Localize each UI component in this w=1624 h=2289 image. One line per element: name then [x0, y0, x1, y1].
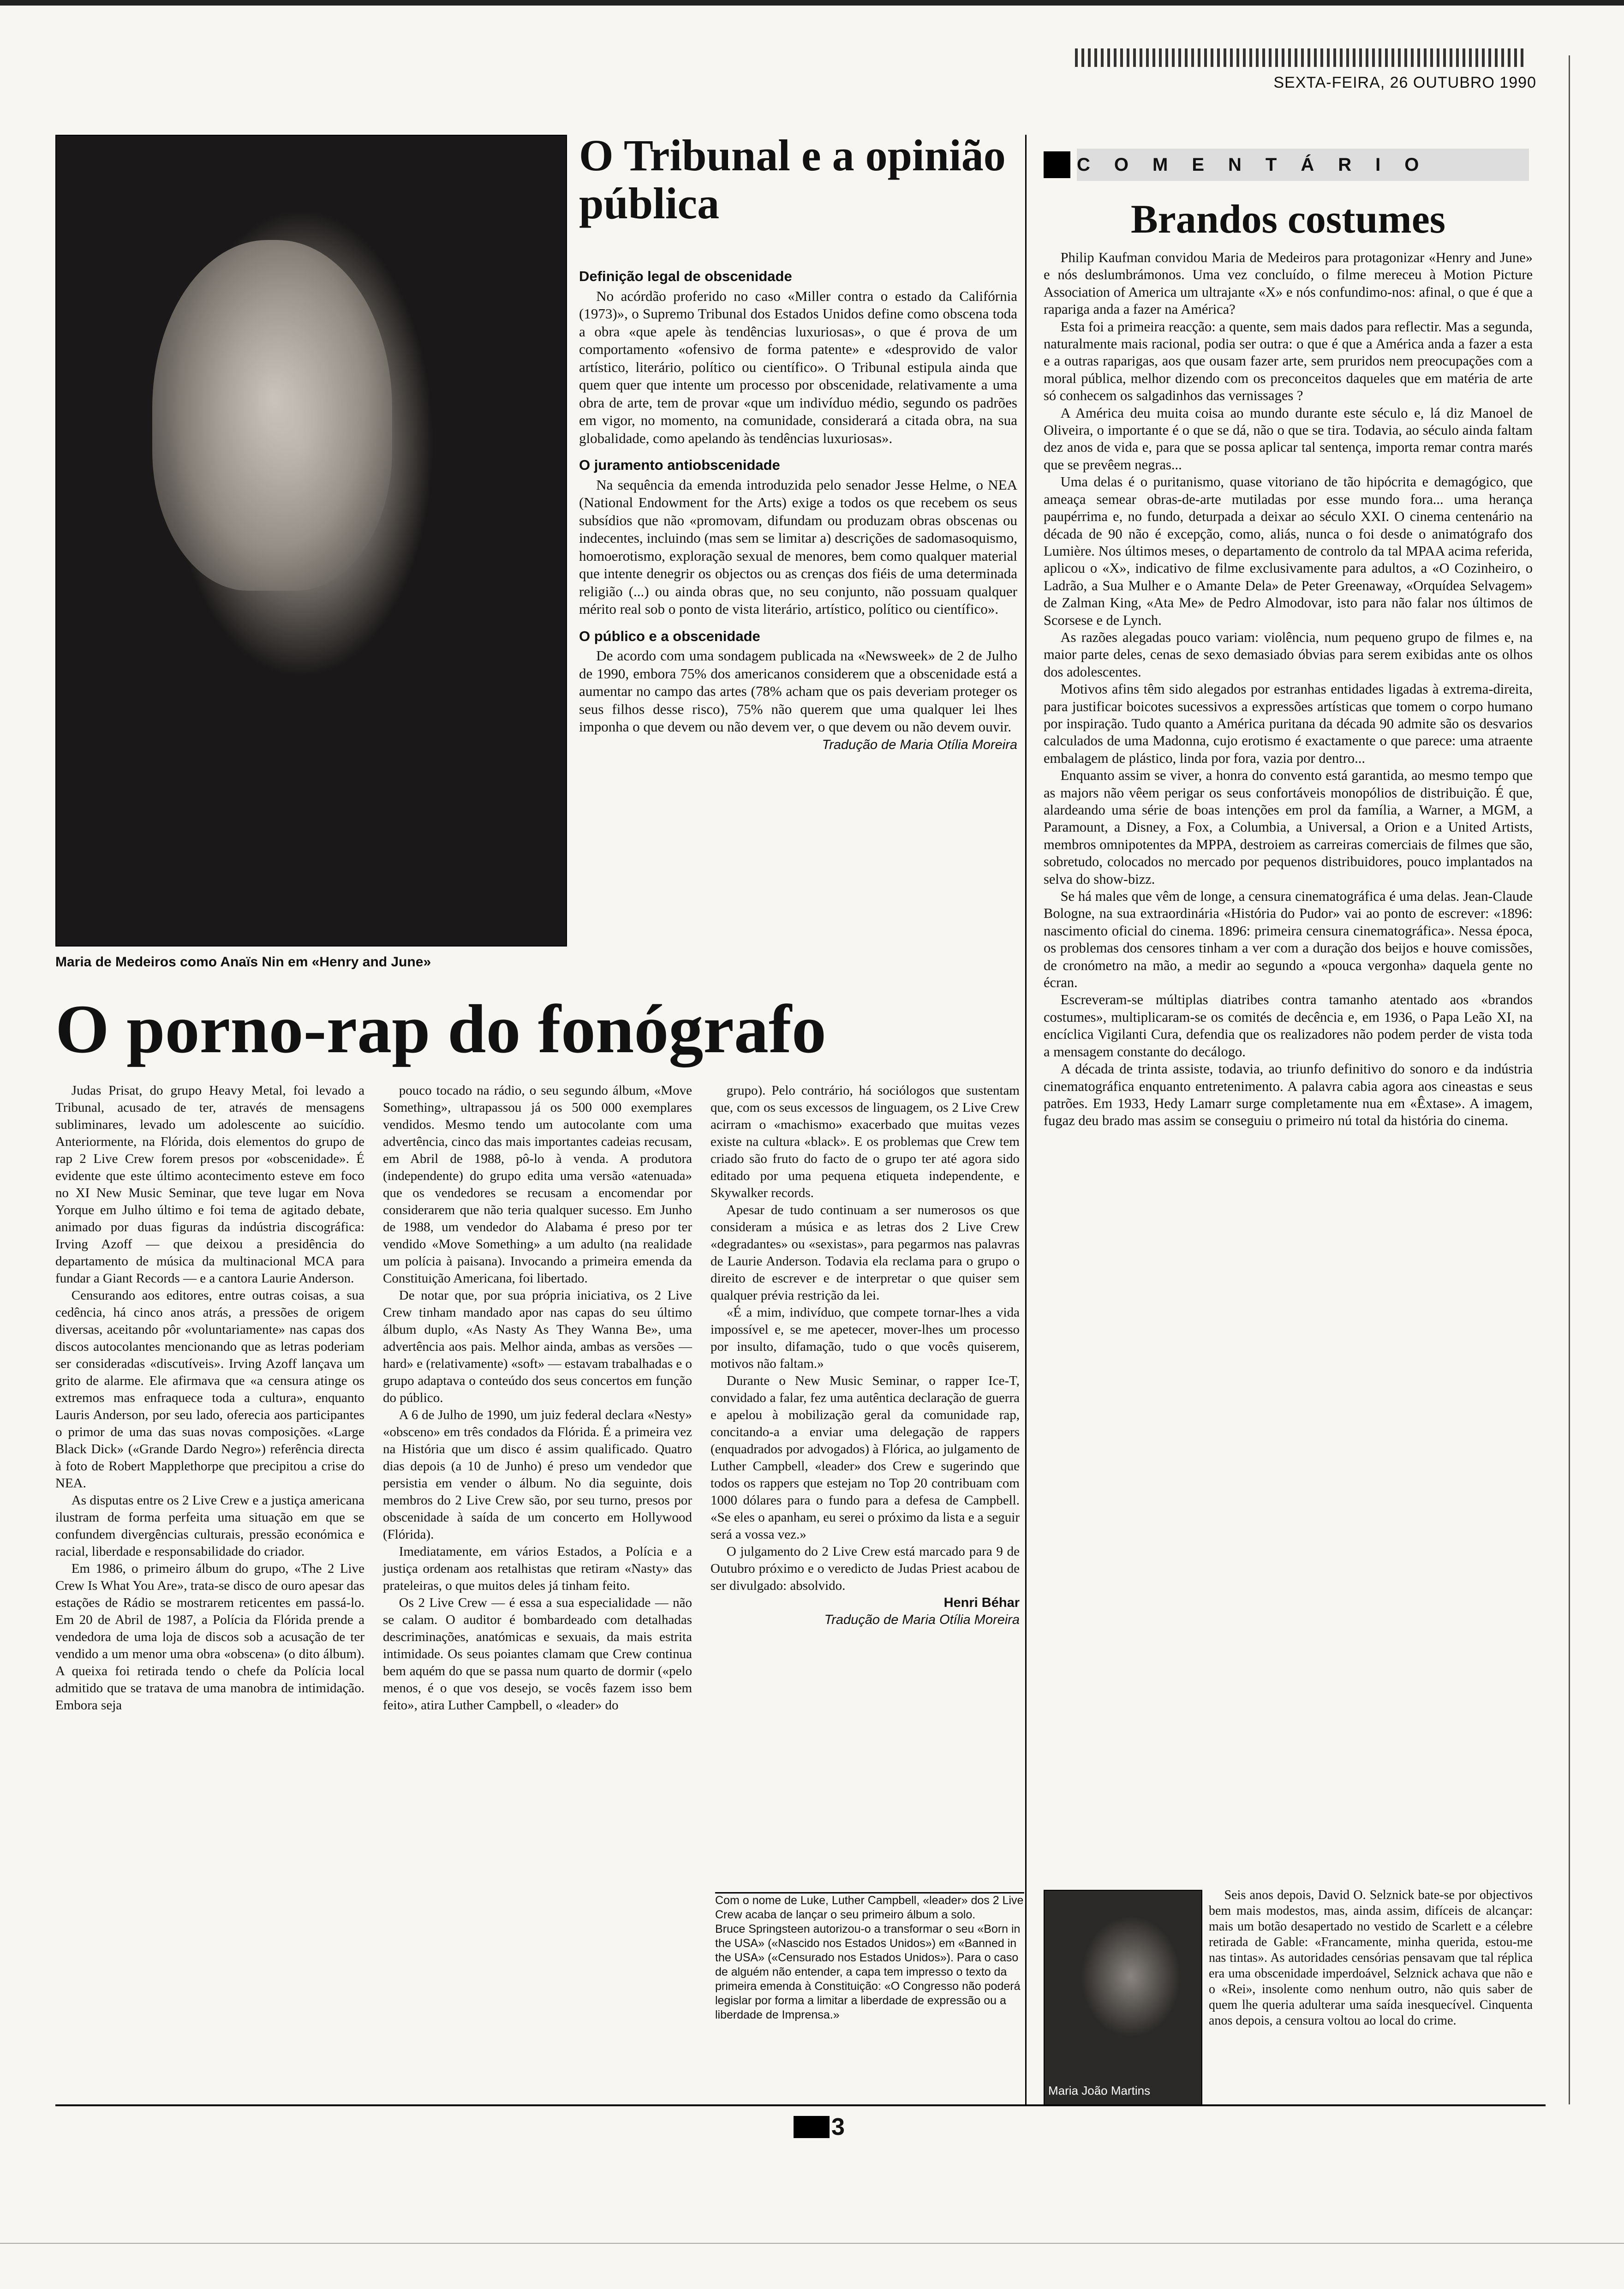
paragraph: grupo). Pelo contrário, há sociólogos que sustentam que, com os seus excessos de linguagem, os 2 Live Crew acirram o «machismo» exacerbado que muitas vezes existe na cultura «black». E os problemas que Crew tem criado são fruto do facto de o grupo ter até agora sido editado por uma pequena etiqueta independente, e Skywalker records. — [710, 1083, 1020, 1200]
section-text: De acordo com uma sondagem publicada na «Newsweek» de 2 de Julho de 1990, embora 75% dos americanos considerem que a obscenidade está a aumentar no campo das artes (78% acham que os pais deveriam proteger os seus filhos desse risco), 75% não querem que uma qualquer lei lhes imponha o que devem ou não devem ver, o que devem ou não devem ouvir. — [579, 647, 1017, 735]
paragraph: Os 2 Live Crew — é essa a sua especialidade — não se calam. O auditor é bombardeado com detalhadas descriminações, anatómicas e sexuais, da mais estrita intimidade. Os seus poiantes clamam que Crew continua bem aquém do que se passa num quarto de dormir («pelo menos, é o que vos desejo, se vocês fazem isso bem feito», atira Luther Campbell, o «leader» do — [383, 1595, 692, 1713]
paragraph: Se há males que vêm de longe, a censura cinematográfica é uma delas. Jean-Claude Bologne, na sua extraordinária «História do Pudor» vai ao ponto de escrever: «1896: nascimento oficial do cinema. 1896: primeira censura cinematográfica». Nessa época, os problemas dos censores tinham a ver com a duração dos beijos e houve comissões, de cronómetro na mão, a medir ao segundo a «pouca vergonha» daquela gente no écran. — [1044, 888, 1533, 991]
paragraph: Philip Kaufman convidou Maria de Medeiros para protagonizar «Henry and June» e nós deslumbrámonos. Uma vez concluído, o filme mereceu à Motion Picture Association of America um ultrajante «X» e nós confundimo-nos: afinal, o que é que a rapariga anda a fazer na América? — [1044, 250, 1533, 318]
paragraph: A 6 de Julho de 1990, um juiz federal declara «Nesty» «obsceno» em três condados da Flórida. É a primeira vez na História que um disco é assim qualificado. Quatro dias depois (a 10 de Junho) é preso um vendedor que persistia em vender o álbum. No dia seguinte, dois membros do 2 Live Crew são, por seu turno, presos por obscenidade à saída de um concerto em Hollywood (Flórida). — [383, 1408, 692, 1542]
translation-credit: Tradução de Maria Otília Moreira — [824, 1612, 1020, 1627]
article2-col3 — [710, 1082, 1020, 1629]
kicker-square-icon — [1044, 151, 1070, 178]
dateline: SEXTA-FEIRA, 26 OUTUBRO 1990 — [1273, 74, 1536, 91]
sidebar-body-top — [1044, 249, 1533, 1130]
paragraph: Apesar de tudo continuam a ser numerosos os que consideram a música e as letras dos 2 Live Crew «degradantes» ou «sexistas», para pegarmos nas palavras de Laurie Anderson. Todavia ela reclama para o grupo o direito de escrever e de interpretar o que quiser sem qualquer prévia restrição da lei. — [710, 1203, 1020, 1303]
box-paragraph: Com o nome de Luke, Luther Campbell, «leader» dos 2 Live Crew acaba de lançar o seu primeiro álbum a solo. — [715, 1894, 1024, 1921]
page-number: 3 — [831, 2114, 845, 2140]
article2-col2 — [383, 1082, 692, 1714]
top-edge-strip — [0, 0, 1624, 6]
comment-kicker — [1044, 148, 1533, 185]
photo-face — [152, 240, 392, 591]
paragraph: Durante o New Music Seminar, o rapper Ice-T, convidado a falar, fez uma autêntica declaração de guerra e apelou à mobilização geral da comunidade rap, concitando-a a enviar uma delegação de rappers (enquadrados por advogados) à Flórica, ao julgamento de Luther Campbell, «leader» dos Crew e sugerindo que todos os rappers que estejam no Top 20 contribuam com 1000 dólares para o fundo para a defesa de Campbell. «Se eles o apanham, eu serei o próximo da lista e a seguir será a vossa vez.» — [710, 1373, 1020, 1542]
article1-body — [579, 258, 1017, 754]
author-portrait — [1044, 1890, 1202, 2106]
section-text: Na sequência da emenda introduzida pelo senador Jesse Helme, o NEA (National Endowment for the Arts) exige a todos os que recebem os seus subsídios que não «promovam, difundam ou produzam obras obscenas ou indecentes, incluindo (mas sem se limitar a) descrições de sadomasoquismo, homoerotismo, exploração sexual de menores, bem como qualquer material que intente denegrir os objectos ou as crenças dos fiéis de uma determinada religião (...) ou ainda obras que, no seu conjunto, não possuam qualquer mérito real sob o ponto de vista literário, artístico, político ou científico». — [579, 476, 1017, 617]
column-border — [1569, 55, 1570, 2104]
section-heading: Definição legal de obscenidade — [579, 268, 792, 284]
author-name: Henri Béhar — [943, 1595, 1020, 1610]
newspaper-logo-icon — [794, 2116, 830, 2138]
paragraph: Em 1986, o primeiro álbum do grupo, «The 2 Live Crew Is What You Are», trata-se disco de ouro apesar das estações de Rádio se mostrarem reticentes em passá-lo. Em 20 de Abril de 1987, a Polícia da Flórida prende a vendedora de uma loja de discos sob a acusação de ter vendido a um menor uma obra «obscena» (o dito álbum). A queixa foi retirada tendo o chefe da Polícia local admitido que se tratava de uma manobra de intimidação. Embora seja — [55, 1561, 364, 1713]
kicker-text: COMENTÁRIO — [1077, 149, 1529, 181]
paragraph: O julgamento do 2 Live Crew está marcado para 9 de Outubro próximo e o veredicto de Judas Priest acabou de ser divulgado: absolvido. — [710, 1544, 1020, 1593]
paragraph: Seis anos depois, David O. Selznick bate-se por objectivos bem mais modestos, mas, ainda assim, difíceis de alcançar: mais um botão desapertado no vestido de Scarlett e a célebre retirada de Gable: «Francamente, minha querida, estou-me nas tintas». As autoridades censórias pensavam que tal réplica era uma obscenidade imperdoável, Selznick achava que não e o «Rei», insolente como nenhum outro, não quis saber de quem lhe queria adulterar uma saída inesquecível. Cinquenta anos depois, a censura voltou ao local do crime. — [1209, 1888, 1533, 2028]
translation-credit: Tradução de Maria Otília Moreira — [822, 737, 1017, 752]
paragraph: As razões alegadas pouco variam: violência, num pequeno grupo de filmes e, na maior parte deles, cenas de sexo demasiado óbvias para serem exibidas ante os olhos dos adolescentes. — [1044, 629, 1533, 680]
header-barcode — [1075, 48, 1527, 67]
photo-caption: Maria de Medeiros como Anaïs Nin em «Henry and June» — [55, 954, 431, 970]
paragraph: Uma delas é o puritanismo, quase vitoriano de tão hipócrita e demagógico, que ameaça semear obras-de-arte mutiladas por esse mundo fora... uma herança paupérrima e, no fundo, deturpada a deixar ao século XXI. O cinema centenário na década de 90 não é excepção, como, aliás, nunca o foi desde o animatógrafo dos Lumière. Nos últimos meses, o departamento de controlo da tal MPAA acima referida, aplicou o «X», indicativo de filme exclusivamente para adultos, a «O Cozinheiro, o Ladrão, a Sua Mulher e o Amante Dela» de Peter Greenaway, «Orquídea Selvagem» de Zalman King, «Ata Me» de Pedro Almodovar, isto para não falar nos últimos de Scorsese e de Lynch. — [1044, 474, 1533, 628]
paragraph: De notar que, por sua própria iniciativa, os 2 Live Crew tinham mandado apor nas capas do seu último álbum duplo, «As Nasty As They Wanna Be», uma advertência aos pais. Melhor ainda, ambas as versões — hard» e (relativamente) «soft» — estavam trabalhadas e o grupo adaptava o conteúdo dos seus concertos em função do público. — [383, 1288, 692, 1405]
paragraph: «É a mim, indivíduo, que compete tornar-lhes a vida impossível e, se me apetecer, mover-lhes um processo por insulto, difamação, tudo o que vocês quiserem, motivos não faltam.» — [710, 1305, 1020, 1371]
paragraph: Enquanto assim se viver, a honra do convento está garantida, ao mesmo tempo que as majors não vêem perigar os seus confortáveis monopólios de distribuição. É que, alardeando uma série de boas intenções em prol da família, a Warner, a MGM, a Paramount, a Disney, a Fox, a Columbia, a Universal, a Orion e a United Artists, membros omnipotentes da MPPA, destroiem as carreiras comerciais de filmes que são, sobretudo, colocados no mercado por pequenos distribuidores, pouco implantados na selva do show-bizz. — [1044, 767, 1533, 887]
scan-edge-line — [0, 2243, 1624, 2244]
section-text: No acórdão proferido no caso «Miller contra o estado da Califórnia (1973)», o Supremo Tribunal dos Estados Unidos define como obscena toda a obra «que apele às tendências luxuriosas», o que é prova de um comportamento «ofensivo de forma patente» e «desprovido de valor artístico, literário, político ou científico». O Tribunal estipula ainda que quem quer que intente um processo por obscenidade, relativamente a uma obra de arte, tem de provar «que um indivíduo médio, segundo os padrões em vigor, no momento, na comunidade, considerará a citada obra, na sua globalidade, como apelando às tendências luxuriosas». — [579, 288, 1017, 446]
paragraph: Escreveram-se múltiplas diatribes contra tamanho atentado aos «brandos costumes», multiplicaram-se os comités de decência e, em 1936, o Papa Leão XI, na encíclica Vigilanti Cura, defendia que os realizadores não podem perder de vista toda a mensagem constante do decálogo. — [1044, 992, 1533, 1060]
section-heading: O juramento antiobscenidade — [579, 457, 780, 473]
paragraph: Motivos afins têm sido alegados por estranhas entidades ligadas à extrema-direita, para justificar boicotes sucessivos a expressões artísticas que tomem o corpo humano por inspiração. Tudo quanto a América puritana da década 90 admite são os desvarios calculados de uma Madonna, cujo erotismo é exactamente o que parece: uma atraente embalagem de plástico, linda por fora, vazia por dentro... — [1044, 681, 1533, 766]
section-heading: O público e a obscenidade — [579, 628, 760, 644]
paragraph: As disputas entre os 2 Live Crew e a justiça americana ilustram de forma perfeita uma situação em que se confundem divergências culturais, pressão económica e racial, liberdade e responsabilidade do criador. — [55, 1493, 364, 1559]
paragraph: pouco tocado na rádio, o seu segundo álbum, «Move Something», ultrapassou já os 500 000 exemplares vendidos. Mesmo tendo um autocolante com uma advertência, cinco das mais importantes cadeias recusam, em Abril de 1988, pô-lo à venda. A produtora (independente) do grupo edita uma versão «atenuada» que os vendedores se recusam a encomendar por considerarem que não teria qualquer sucesso. Em Junho de 1988, um vendedor do Alabama é preso por ter vendido «Move Something» a um adulto (na realidade um polícia à paisana). Invocando a primeira emenda da Constituição Americana, foi libertado. — [383, 1083, 692, 1286]
bottom-rule — [55, 2104, 1546, 2106]
paragraph: Esta foi a primeira reacção: a quente, sem mais dados para reflectir. Mas a segunda, naturalmente mais racional, podia ser outra: o que é que a América anda a fazer a esta e a outras raparigas, aos que ousam fazer arte, sem pruridos nem preocupações com a moral pública, melhor dizendo com os preconceitos daqueles que em matéria de arte só conhecem os salgadinhos das vernissages ? — [1044, 318, 1533, 404]
sidebar-title: Brandos costumes — [1130, 197, 1446, 242]
paragraph: Censurando aos editores, entre outras coisas, a sua cedência, há cinco anos atrás, a pressões de origem diversas, aceitando pôr «voluntariamente» nas capas dos discos autocolantes mencionando que as letras poderiam ser consideradas «discutíveis». Irving Azoff lançava um grito de alarme. Ele afirmava que «a censura atinge os extremos mas enfraquece toda a cultura», enquanto Lauris Anderson, por seu lado, oferecia aos participantes o primor de uma das suas novas composições. «Large Black Dick» («Grande Dardo Negro») referência directa à foto de Robert Mapplethorpe que precipitou a crise do NEA. — [55, 1288, 364, 1491]
author-name: Maria João Martins — [1048, 2084, 1151, 2097]
sidebar-body-bottom — [1209, 1888, 1533, 2029]
article2-title: O porno-rap do fonógrafo — [55, 991, 826, 1067]
page-footer — [794, 2116, 849, 2139]
paragraph: A década de trinta assiste, todavia, ao triunfo definitivo do sonoro e da indústria cinematográfica enquanto entretenimento. A palavra cabia agora aos cineastas e seus patrões. Em 1933, Hedy Lamarr surge completamente nua em «Êxtase». A imagem, fugaz deu brado mas assim se conseguiu o primeiro nú total da história do cinema. — [1044, 1061, 1533, 1129]
paragraph: Judas Prisat, do grupo Heavy Metal, foi levado a Tribunal, acusado de ter, através de mensagens subliminares, levado um adolescente ao suicídio. Anteriormente, na Flórida, dois elementos do grupo de rap 2 Live Crew forem presos por «obscenidade». É evidente que este último acontecimento esteve em foco no XI New Music Seminar, que teve lugar em Nova Yorque em Julho último e foi tema de agitado debate, animado por duas figuras da indústria discográfica: Irving Azoff — que deixou a presidência do departamento de música da multinacional MCA para fundar a Giant Records — e a cantora Laurie Anderson. — [55, 1083, 364, 1286]
paragraph: A América deu muita coisa ao mundo durante este século e, lá diz Manoel de Oliveira, o importante é o que se dá, não o que se tira. Todavia, ao século ainda faltam dez anos de vida e, para que se possa aplicar tal sentença, importa remar contra marés que se prevêem negras... — [1044, 405, 1533, 473]
article2-col1 — [55, 1082, 364, 1714]
box-paragraph: Bruce Springsteen autorizou-o a transformar o seu «Born in the USA» («Nascido nos Estados Unidos») em «Banned in the USA» («Censurado nos Estados Unidos»). Para o caso de alguém não entender, a capa tem impresso o texto da primeira emenda à Constituição: «O Congresso não poderá legislar por forma a limitar a liberdade de expressão ou a liberdade de Imprensa.» — [715, 1923, 1021, 2021]
article1-title: O Tribunal e a opinião pública — [579, 131, 1006, 228]
info-box — [715, 1892, 1024, 2022]
paragraph: Imediatamente, em vários Estados, a Polícia e a justiça ordenam aos retalhistas que retiram «Nasty» das prateleiras, o que muitos deles já tinham feito. — [383, 1544, 692, 1593]
